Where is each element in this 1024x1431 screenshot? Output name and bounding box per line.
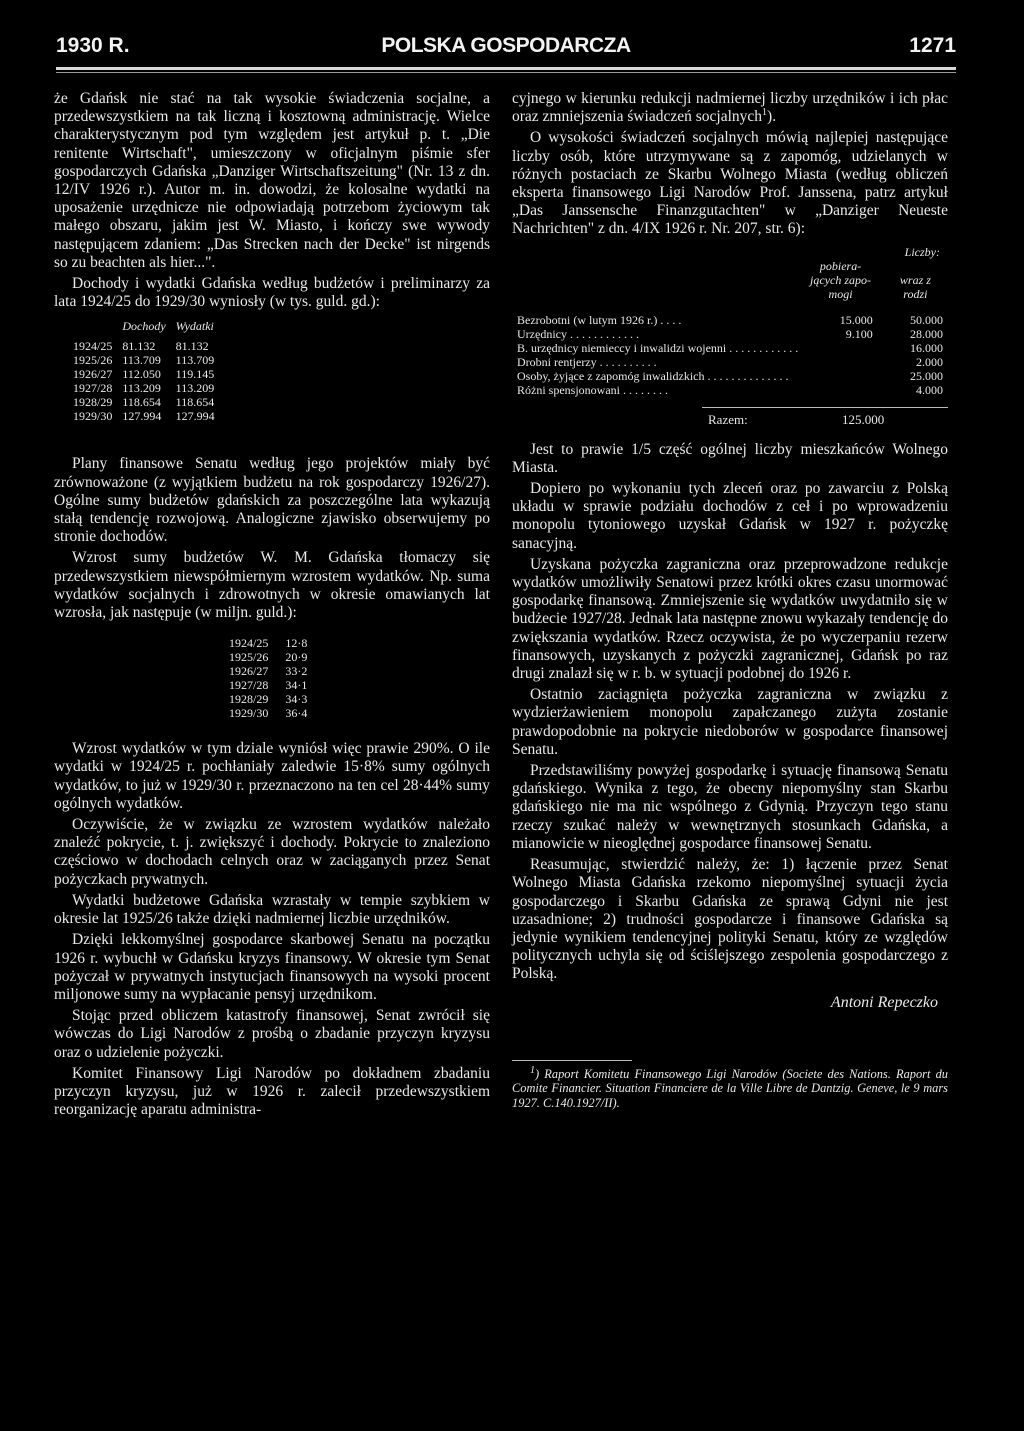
table-header-cell: Dochody bbox=[122, 319, 166, 334]
table-cell: 28.000 bbox=[910, 326, 943, 341]
paragraph-text: część ogólnej liczby mieszkańców Wolnego Miasta. bbox=[512, 440, 948, 476]
table-cell: 113.209 bbox=[122, 381, 161, 396]
table-cell: 1928/29 bbox=[73, 395, 113, 410]
table-cell: 1925/26 bbox=[73, 353, 113, 368]
footnote bbox=[512, 1064, 948, 1111]
spacer-row bbox=[512, 301, 948, 313]
fraction: 1/5 bbox=[631, 440, 651, 458]
table-cell: 20·9 bbox=[285, 650, 308, 665]
table-cell: 36·4 bbox=[285, 706, 308, 721]
table-cell: Osoby, żyjące z zapomóg inwalidzkich . . . . . . . . . . . . . . bbox=[517, 368, 789, 383]
paragraph: Dopiero po wykonaniu tych zleceń oraz po zawarciu z Polską układu w sprawie podziału dochodów z ceł i po wprowadzeniu monopolu tytoniowego uzyskał Gdańsk w 1927 r. pożyczkę sanacyjną. bbox=[512, 480, 948, 552]
right-column bbox=[512, 90, 948, 1113]
spacer-cell bbox=[512, 301, 948, 313]
paragraph bbox=[512, 441, 948, 477]
table-cell bbox=[803, 383, 883, 397]
table-cell: 1924/25 bbox=[229, 636, 269, 651]
table-cell bbox=[803, 369, 883, 383]
left-column bbox=[54, 90, 490, 1122]
header-rule-thick bbox=[56, 67, 956, 70]
table-cell: 12·8 bbox=[285, 636, 308, 651]
table-row bbox=[68, 339, 220, 353]
table-cell: 113.709 bbox=[122, 353, 161, 368]
table-row bbox=[224, 636, 312, 650]
table-row bbox=[68, 395, 220, 409]
table-row bbox=[512, 327, 948, 341]
table-header-cell: pobiera-jących zapo-mogi bbox=[810, 258, 872, 301]
table-header-cell bbox=[512, 259, 803, 301]
table-cell: 1924/25 bbox=[73, 339, 113, 354]
table-header-cell: wraz z rodzi bbox=[899, 272, 931, 301]
table-cell: 1927/28 bbox=[73, 381, 113, 396]
paragraph: Wzrost wydatków w tym dziale wyniósł więc prawie 290%. O ile wydatki w 1924/25 r. pochłaniały zaledwie 15·8% sumy ogólnych wydatków, to już w 1929/30 r. przeznaczono na ten cel 28·44% sumy ogólnych wydatków. bbox=[54, 740, 490, 812]
table-cell: 113.209 bbox=[175, 381, 215, 396]
table-cell: B. urzędnicy niemieccy i inwalidzi wojenni . . . . . . . . . . . . bbox=[517, 340, 799, 355]
table-cell: Różni spensjonowani . . . . . . . . bbox=[517, 382, 668, 397]
table-cell: 34·1 bbox=[285, 678, 308, 693]
table-cell: Bezrobotni (w lutym 1926 r.) . . . . bbox=[517, 312, 682, 327]
table-cell: 16.000 bbox=[910, 340, 943, 355]
table-header-cell: Wydatki bbox=[175, 319, 214, 334]
table-cell: 1929/30 bbox=[73, 409, 113, 424]
paragraph: Dochody i wydatki Gdańska według budżetów i preliminarzy za lata 1924/25 do 1929/30 wyniosły (w tys. guld. gd.): bbox=[54, 275, 490, 311]
header-year: 1930 R. bbox=[56, 34, 130, 57]
table-heading: Liczby: bbox=[904, 244, 940, 259]
paragraph-text: cyjnego w kierunku redukcji nadmiernej liczby urzędników i ich płac oraz zmniejszenia świadczeń socjalnych bbox=[512, 90, 948, 126]
table-row bbox=[68, 409, 220, 423]
table-row bbox=[224, 692, 312, 706]
social-spending-table bbox=[224, 636, 312, 720]
header-page-number: 1271 bbox=[909, 34, 956, 57]
table-header-row bbox=[68, 319, 220, 339]
table-row bbox=[68, 381, 220, 395]
running-header bbox=[56, 30, 956, 66]
paragraph: Oczywiście, że w związku ze wzrostem wydatków należało znaleźć pokrycie, t. j. zwiększyć i dochody. Pokrycie to znaleziono częściowo w dochodach celnych oraz w zaciąganych przez Senat pożyczkach prywatnych. bbox=[54, 816, 490, 888]
footnote-ref: 1 bbox=[762, 107, 768, 119]
table-header-row bbox=[512, 245, 948, 259]
table-cell: 9.100 bbox=[845, 326, 873, 341]
table-cell: 2.000 bbox=[916, 354, 943, 369]
header-journal-title: POLSKA GOSPODARCZA bbox=[381, 34, 631, 57]
table-cell: 81.132 bbox=[122, 339, 156, 354]
paragraph: Reasumując, stwierdzić należy, że: 1) łączenie przez Senat Wolnego Miasta Gdańska rzekomo niepomyślnej sytuacji życia gospodarczego i Skarbu Gdańska ze sprawą Gdyni nie jest uzasadnione; 2) trudności gospodarcze i finansowe Gdańska są jedynie wynikiem tendencyjnej polityki Senatu, który ze względów politycznych uchyla się od ściślejszego zespolenia gospodarczego z Polską. bbox=[512, 856, 948, 983]
table-cell: 1926/27 bbox=[73, 367, 113, 382]
table-cell: 1927/28 bbox=[229, 678, 269, 693]
table-row bbox=[512, 369, 948, 383]
budget-table bbox=[68, 319, 220, 423]
table-total bbox=[512, 411, 948, 441]
table-row bbox=[224, 664, 312, 678]
table-header-cell bbox=[68, 319, 117, 339]
table-row bbox=[512, 355, 948, 369]
paragraph-text: Jest to prawie bbox=[530, 440, 632, 458]
paragraph: Plany finansowe Senatu według jego projektów miały być zrównoważone (z wyjątkiem budżetu na rok gospodarczy 1926/27). Ogólne sumy budżetów gdańskich za poszczególne lata wykazują stałą tendencję rozwojową. Analogiczne zjawisko obserwujemy po stronie dochodów. bbox=[54, 455, 490, 546]
footnote-mark: 1 bbox=[530, 1064, 535, 1076]
table-cell: 127.994 bbox=[175, 409, 215, 424]
table-cell: 113.709 bbox=[175, 353, 215, 368]
paragraph: Wzrost sumy budżetów W. M. Gdańska tłomaczy się przedewszystkiem niewspółmiernym wzrostem wydatków. Np. suma wydatków socjalnych i zdrowotnych w okresie omawianych lat wzrosła, jak następuje (w miljn. guld.): bbox=[54, 549, 490, 622]
table-row bbox=[512, 341, 948, 355]
table-row bbox=[512, 313, 948, 327]
paragraph: Ostatnio zaciągnięta pożyczka zagraniczna w związku z wydzierżawieniem monopolu zapałczanego zużyta zostanie prawdopodobnie na pokrycie niedoborów w gospodarce finansowej Senatu. bbox=[512, 686, 948, 758]
table-cell: 1926/27 bbox=[229, 664, 269, 679]
table-cell: 118.654 bbox=[175, 395, 215, 410]
header-rule-thin bbox=[56, 72, 956, 73]
table-cell: 15.000 bbox=[839, 312, 873, 327]
table-cell bbox=[803, 341, 883, 355]
total-label: Razem: bbox=[708, 411, 748, 427]
table-cell: Drobni rentjerzy . . . . . . . . . . bbox=[517, 354, 657, 369]
table-cell: 127.994 bbox=[122, 409, 162, 424]
paragraph: Uzyskana pożyczka zagraniczna oraz przeprowadzone redukcje wydatków umożliwiły Senatowi przez krótki okres czasu unormować gospodarkę finansową. Zmniejszenie się wydatków uwydatniło się w budżecie 1927/28. Jednak lata następne znowu wykazały tendencję do zwiększania wydatków. Rzecz oczywista, że po wyczerpaniu rezerw finansowych, uzyskanych z pożyczki zagranicznej, Gdańsk po raz drugi znalazł się w r. b. w sytuacji podobnej do 1926 r. bbox=[512, 555, 948, 683]
table-cell: 1929/30 bbox=[229, 706, 269, 721]
table-cell: 112.050 bbox=[122, 367, 161, 382]
table-header-row bbox=[512, 259, 948, 301]
paragraph: że Gdańsk nie stać na tak wysokie świadczenia socjalne, a przedewszystkiem na tak liczną i kosztowną administrację. Wielce charakterystycznym pod tym względem jest artykuł p. t. „Die renitente Wirtschaft", umieszczony w oficjalnym piśmie sfer gospodarczych Gdańska „Danziger Wirtschaftszeitung" (Nr. 13 z dn. 12/IV 1926 r.). Autor m. in. dowodzi, że kolosalne wydatki na uposażenie urzędnicze nie odpowiadają potrzebom życiowym tak małego obszaru, jakim jest W. Miasto, i kończy swe wywody następującem zdaniem: „Das Strecken nach der Decke" ist nirgends so zu beachten als hier...". bbox=[54, 90, 490, 271]
table-cell: 1928/29 bbox=[229, 692, 269, 707]
table-cell: 119.145 bbox=[175, 367, 215, 382]
table-cell: 1925/26 bbox=[229, 650, 269, 665]
total-rule bbox=[702, 407, 948, 408]
table-cell: 4.000 bbox=[916, 382, 943, 397]
table-cell bbox=[803, 355, 883, 369]
table-row bbox=[224, 650, 312, 664]
table-header-cell bbox=[512, 245, 803, 259]
table-row bbox=[68, 353, 220, 367]
table-row bbox=[68, 367, 220, 381]
benefit-recipients-table bbox=[512, 245, 948, 397]
paragraph: Stojąc przed obliczem katastrofy finansowej, Senat zwrócił się wówczas do Ligi Narodów z prośbą o zbadanie przyczyn kryzysu oraz o udzielenie pożyczki. bbox=[54, 1007, 490, 1061]
table-cell: 34·3 bbox=[285, 692, 308, 707]
table-cell: 118.654 bbox=[122, 395, 161, 410]
author-signature: Antoni Repeczko bbox=[830, 993, 938, 1011]
paragraph: Dzięki lekkomyślnej gospodarce skarbowej Senatu na początku 1926 r. wybuchł w Gdańsku kryzys finansowy. W okresie tym Senat pożyczał w prywatnych instytucjach finansowych na wysoki procent miljonowe sumy na wypłacanie pensyj urzędnikom. bbox=[54, 931, 490, 1003]
paragraph bbox=[512, 90, 948, 126]
table-cell: Urzędnicy . . . . . . . . . . . . bbox=[517, 326, 639, 341]
paragraph: O wysokości świadczeń socjalnych mówią najlepiej następujące liczby osób, które utrzymywane są z zapomóg, udzielanych w różnych postaciach ze Skarbu Wolnego Miasta (według obliczeń eksperta finansowego Ligi Narodów Prof. Janssena, patrz artykuł „Das Janssensche Finanzgutachten" w „Danziger Neueste Nachrichten" z dn. 4/IX 1926 r. Nr. 207, str. 6): bbox=[512, 129, 948, 238]
footnote-text: ) Raport Komitetu Finansowego Ligi Narodów (Societe des Nations. Raport du Comite Financier. Situation Financiere de la Ville Libre de Dantzig. Geneve, le 9 mars 1927. C.140.1927/II). bbox=[512, 1066, 948, 1110]
total-value: 125.000 bbox=[842, 411, 885, 427]
table-row bbox=[224, 706, 312, 720]
paragraph: Komitet Finansowy Ligi Narodów po dokładnem zbadaniu przyczyn kryzysu, już w 1926 r. zalecił przedewszystkiem reorganizację aparatu administra- bbox=[54, 1064, 490, 1119]
footnote-rule bbox=[512, 1060, 632, 1061]
paragraph: Wydatki budżetowe Gdańska wzrastały w tempie szybkiem w okresie lat 1925/26 także dzięki nadmiernej liczbie urzędników. bbox=[54, 891, 490, 928]
table-cell: 50.000 bbox=[910, 312, 943, 327]
paragraph: Przedstawiliśmy powyżej gospodarkę i sytuację finansową Senatu gdańskiego. Wynika z tego, że obecny niepomyślny stan Skarbu gdańskiego nie ma nic wspólnego z Gdynią. Przyczyn tego stanu rzeczy szukać należy w wewnętrznych stosunkach Gdańska, a mianowicie w nieoględnej gospodarce finansowej Senatu. bbox=[512, 762, 948, 852]
table-row bbox=[512, 383, 948, 397]
paragraph-text: ). bbox=[767, 108, 777, 126]
table-row bbox=[224, 678, 312, 692]
table-cell: 33·2 bbox=[285, 664, 308, 679]
table-cell: 81.132 bbox=[175, 339, 209, 354]
table-cell: 25.000 bbox=[910, 368, 943, 383]
